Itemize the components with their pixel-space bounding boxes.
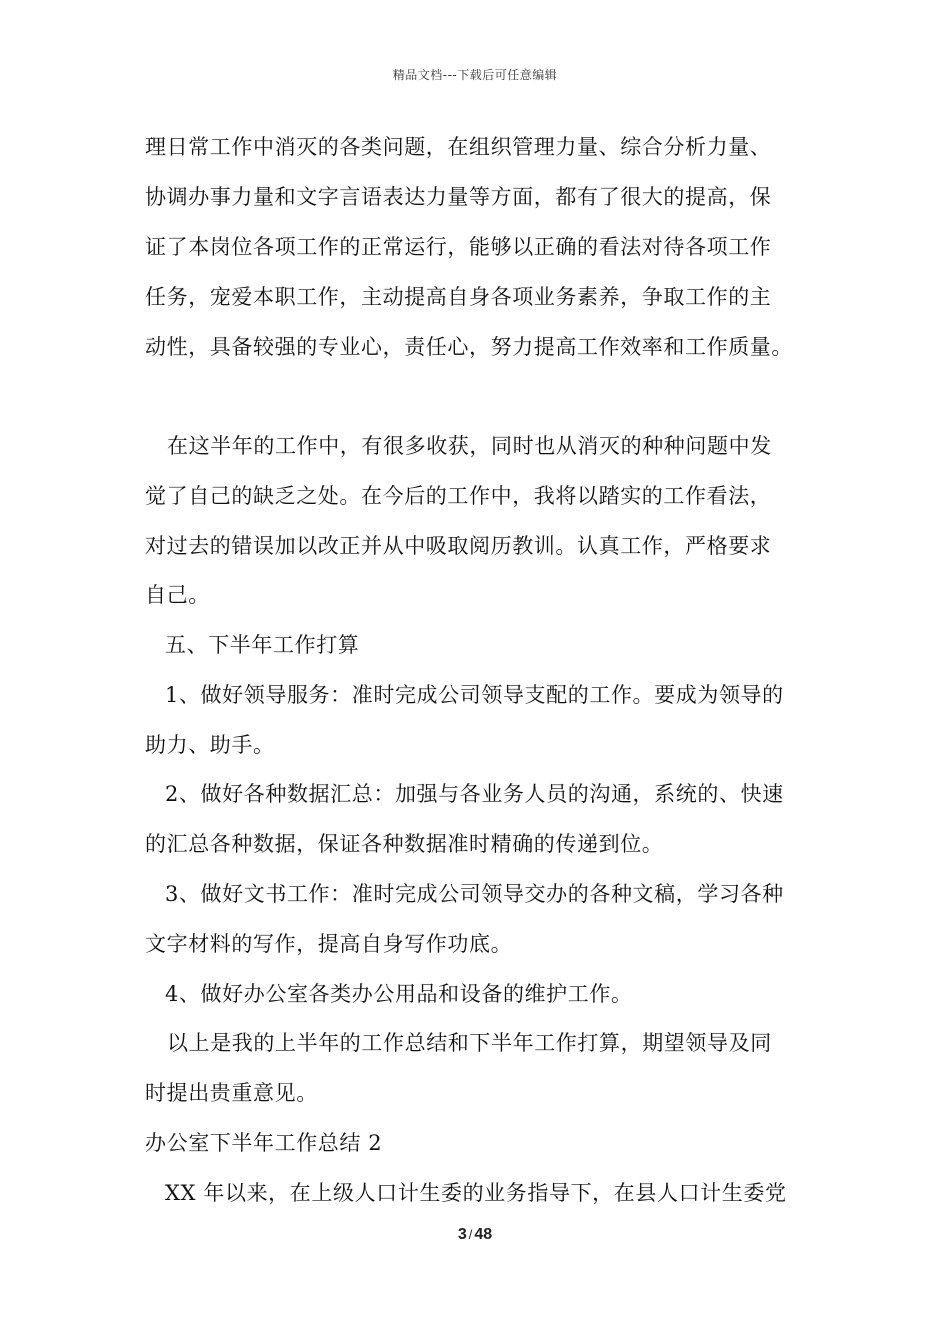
list-item-continuation: 文字材料的写作，提高自身写作功底。 — [145, 932, 513, 956]
list-item-continuation: 的汇总各种数据，保证各种数据准时精确的传递到位。 — [145, 832, 664, 856]
paragraph-line: 在这半年的工作中，有很多收获，同时也从消灭的种种问题中发 — [167, 434, 772, 458]
header-note: 精品文档---下载后可任意编辑 — [392, 68, 558, 82]
list-item-continuation: 助力、助手。 — [145, 733, 275, 757]
page-separator: / — [468, 1227, 473, 1242]
section-heading: 五、下半年工作打算 — [165, 633, 360, 657]
paragraph-line: 理日常工作中消灭的各类问题，在组织管理力量、综合分析力量、 — [145, 135, 772, 159]
paragraph-line: 对过去的错误加以改正并从中吸取阅历教训。认真工作，严格要求 — [145, 534, 772, 558]
paragraph-line: 自己。 — [145, 583, 210, 607]
current-page: 3 — [457, 1226, 467, 1243]
total-pages: 48 — [474, 1226, 493, 1243]
paragraph-line: 以上是我的上半年的工作总结和下半年工作打算，期望领导及同 — [167, 1031, 772, 1055]
list-item: 1、做好领导服务：准时完成公司领导支配的工作。要成为领导的 — [165, 683, 784, 707]
list-item: 3、做好文书工作：准时完成公司领导交办的各种文稿，学习各种 — [165, 882, 784, 906]
paragraph-line: 动性，具备较强的专业心，责任心，努力提高工作效率和工作质量。 — [145, 335, 793, 359]
list-item: 2、做好各种数据汇总：加强与各业务人员的沟通，系统的、快速 — [165, 782, 784, 806]
paragraph-line: 时提出贵重意见。 — [145, 1081, 318, 1105]
paragraph-line: 觉了自己的缺乏之处。在今后的工作中，我将以踏实的工作看法， — [145, 484, 772, 508]
page-number — [0, 1226, 950, 1244]
list-item: 4、做好办公室各类办公用品和设备的维护工作。 — [165, 982, 633, 1006]
paragraph-line: 协调办事力量和文字言语表达力量等方面，都有了很大的提高，保 — [145, 185, 772, 209]
paragraph-line: 任务，宠爱本职工作，主动提高自身各项业务素养，争取工作的主 — [145, 285, 772, 309]
paragraph-line: XX 年以来，在上级人口计生委的业务指导下，在县人口计生委党 — [165, 1181, 787, 1205]
paragraph-line: 证了本岗位各项工作的正常运行，能够以正确的看法对待各项工作 — [145, 235, 772, 259]
section-title: 办公室下半年工作总结 2 — [145, 1131, 383, 1155]
